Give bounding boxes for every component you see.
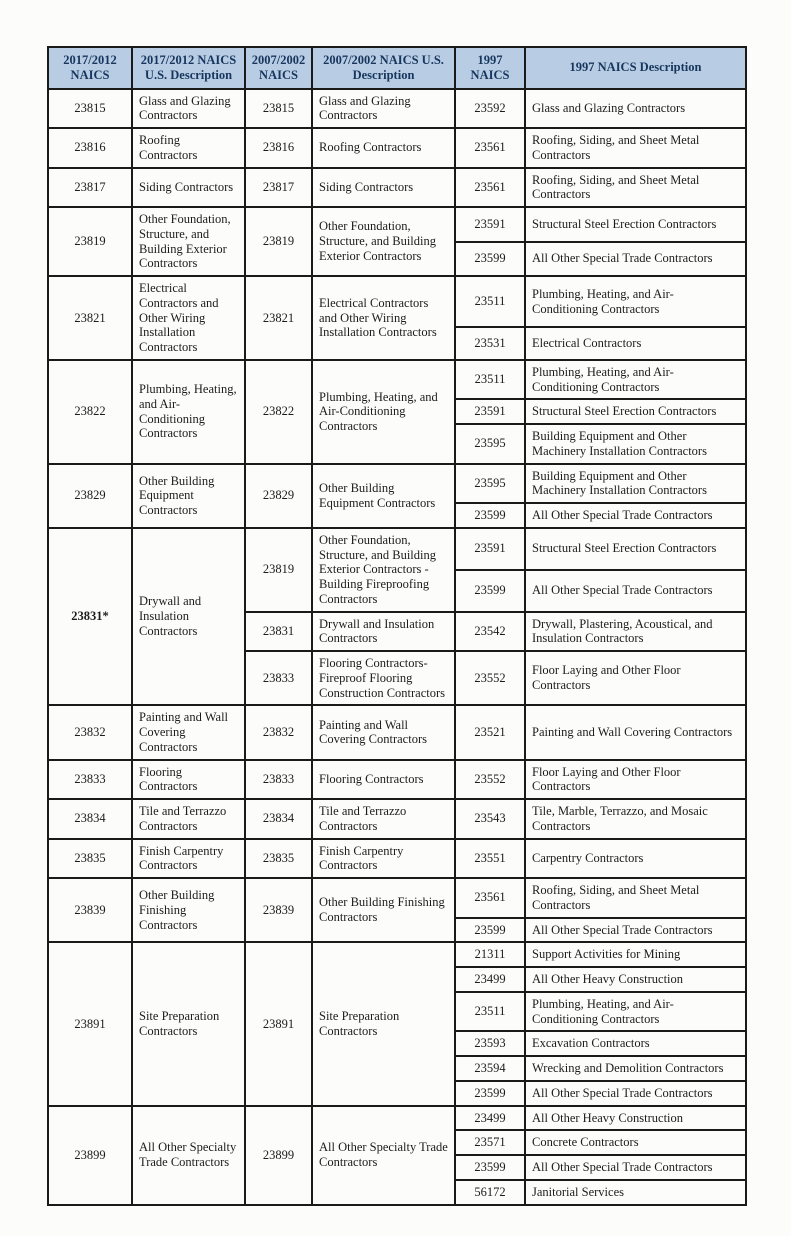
naics-1997-code-cell: 21311 [455,942,525,967]
naics-1997-desc-cell: Floor Laying and Other Floor Contractors [525,760,746,800]
naics-2017-code-cell: 23833 [48,760,132,800]
naics-2017-code-cell: 23831* [48,528,132,706]
naics-2007-desc-cell: Finish Carpentry Contractors [312,839,455,879]
naics-2007-desc-cell: Flooring Contractors-Fireproof Flooring Construction Contractors [312,651,455,705]
naics-2017-desc-cell: Drywall and Insulation Contractors [132,528,245,706]
naics-2017-desc-cell: Other Foundation, Structure, and Building Exterior Contractors [132,207,245,276]
naics-2007-code-cell: 23821 [245,276,312,360]
naics-2017-code-cell: 23829 [48,464,132,528]
naics-2017-desc-cell: Other Building Finishing Contractors [132,878,245,942]
naics-1997-code-cell: 23499 [455,967,525,992]
naics-1997-code-cell: 23599 [455,1155,525,1180]
naics-1997-desc-cell: All Other Heavy Construction [525,967,746,992]
table-header-row [48,47,746,89]
naics-1997-desc-cell: Building Equipment and Other Machinery Installation Contractors [525,464,746,504]
naics-1997-code-cell: 23595 [455,464,525,504]
naics-1997-code-cell: 23595 [455,424,525,464]
table-header [48,47,746,89]
naics-1997-code-cell: 23511 [455,276,525,327]
naics-1997-desc-cell: Electrical Contractors [525,327,746,359]
naics-2007-code-cell: 23831 [245,612,312,652]
table-row [48,799,746,839]
naics-1997-desc-cell: Structural Steel Erection Contractors [525,207,746,242]
column-header-naics-1997: 1997 NAICS [455,47,525,89]
naics-2007-desc-cell: All Other Specialty Trade Contractors [312,1106,455,1205]
naics-2017-code-cell: 23816 [48,128,132,168]
naics-2007-code-cell: 23815 [245,89,312,129]
naics-1997-code-cell: 23511 [455,360,525,400]
naics-1997-code-cell: 23599 [455,242,525,277]
naics-1997-code-cell: 23542 [455,612,525,652]
column-header-desc-1997: 1997 NAICS Description [525,47,746,89]
naics-1997-code-cell: 23599 [455,503,525,528]
naics-2007-desc-cell: Site Preparation Contractors [312,942,455,1105]
table-row [48,839,746,879]
table-row [48,360,746,400]
naics-2017-code-cell: 23832 [48,705,132,759]
naics-1997-code-cell: 23593 [455,1031,525,1056]
naics-2017-desc-cell: Site Preparation Contractors [132,942,245,1105]
naics-1997-code-cell: 23499 [455,1106,525,1131]
naics-1997-desc-cell: Roofing, Siding, and Sheet Metal Contractors [525,878,746,918]
naics-2007-code-cell: 23829 [245,464,312,528]
naics-2007-code-cell: 23835 [245,839,312,879]
naics-1997-desc-cell: Tile, Marble, Terrazzo, and Mosaic Contractors [525,799,746,839]
naics-2017-desc-cell: Plumbing, Heating, and Air-Conditioning Contractors [132,360,245,464]
table-row [48,878,746,918]
naics-1997-desc-cell: Drywall, Plastering, Acoustical, and Insulation Contractors [525,612,746,652]
naics-1997-code-cell: 23599 [455,570,525,612]
naics-1997-code-cell: 23599 [455,918,525,943]
naics-1997-code-cell: 23591 [455,207,525,242]
naics-2017-desc-cell: Other Building Equipment Contractors [132,464,245,528]
table-row [48,705,746,759]
naics-2007-desc-cell: Glass and Glazing Contractors [312,89,455,129]
naics-1997-desc-cell: Painting and Wall Covering Contractors [525,705,746,759]
naics-1997-desc-cell: Roofing, Siding, and Sheet Metal Contractors [525,128,746,168]
table-row [48,1106,746,1131]
naics-1997-desc-cell: Glass and Glazing Contractors [525,89,746,129]
table-row [48,760,746,800]
naics-1997-desc-cell: Plumbing, Heating, and Air-Conditioning Contractors [525,276,746,327]
naics-1997-code-cell: 23552 [455,760,525,800]
table-row [48,128,746,168]
naics-2007-code-cell: 23891 [245,942,312,1105]
naics-2007-desc-cell: Other Building Equipment Contractors [312,464,455,528]
naics-2007-desc-cell: Siding Contractors [312,168,455,208]
naics-2017-desc-cell: All Other Specialty Trade Contractors [132,1106,245,1205]
table-row [48,942,746,967]
naics-1997-desc-cell: Concrete Contractors [525,1130,746,1155]
naics-1997-desc-cell: All Other Special Trade Contractors [525,242,746,277]
naics-1997-code-cell: 23599 [455,1081,525,1106]
naics-1997-desc-cell: Janitorial Services [525,1180,746,1205]
naics-1997-desc-cell: Support Activities for Mining [525,942,746,967]
naics-2017-code-cell: 23891 [48,942,132,1105]
naics-1997-desc-cell: Structural Steel Erection Contractors [525,528,746,570]
naics-1997-code-cell: 23594 [455,1056,525,1081]
naics-1997-code-cell: 23531 [455,327,525,359]
naics-1997-code-cell: 23521 [455,705,525,759]
naics-2007-desc-cell: Flooring Contractors [312,760,455,800]
naics-1997-desc-cell: Wrecking and Demolition Contractors [525,1056,746,1081]
naics-1997-code-cell: 23561 [455,878,525,918]
naics-1997-desc-cell: All Other Special Trade Contractors [525,503,746,528]
naics-2017-desc-cell: Tile and Terrazzo Contractors [132,799,245,839]
naics-1997-desc-cell: Plumbing, Heating, and Air-Conditioning Contractors [525,992,746,1032]
naics-2007-code-cell: 23832 [245,705,312,759]
table-row [48,89,746,129]
naics-2007-desc-cell: Painting and Wall Covering Contractors [312,705,455,759]
naics-2017-code-cell: 23821 [48,276,132,360]
table-row [48,464,746,504]
naics-1997-desc-cell: All Other Heavy Construction [525,1106,746,1131]
naics-1997-desc-cell: All Other Special Trade Contractors [525,1155,746,1180]
naics-2007-code-cell: 23822 [245,360,312,464]
naics-2017-code-cell: 23839 [48,878,132,942]
column-header-desc-2017: 2017/2012 NAICS U.S. Description [132,47,245,89]
naics-2017-desc-cell: Siding Contractors [132,168,245,208]
naics-1997-code-cell: 23592 [455,89,525,129]
table-row [48,168,746,208]
naics-2017-code-cell: 23822 [48,360,132,464]
naics-2017-code-cell: 23817 [48,168,132,208]
naics-1997-desc-cell: All Other Special Trade Contractors [525,918,746,943]
naics-2007-code-cell: 23817 [245,168,312,208]
naics-1997-desc-cell: Floor Laying and Other Floor Contractors [525,651,746,705]
naics-1997-desc-cell: Excavation Contractors [525,1031,746,1056]
naics-2007-desc-cell: Drywall and Insulation Contractors [312,612,455,652]
naics-1997-code-cell: 23561 [455,128,525,168]
naics-1997-desc-cell: Structural Steel Erection Contractors [525,399,746,424]
naics-2017-code-cell: 23819 [48,207,132,276]
naics-1997-desc-cell: All Other Special Trade Contractors [525,570,746,612]
naics-1997-desc-cell: Carpentry Contractors [525,839,746,879]
naics-1997-code-cell: 23552 [455,651,525,705]
naics-2007-code-cell: 23833 [245,651,312,705]
naics-2007-desc-cell: Other Foundation, Structure, and Building Exterior Contractors [312,207,455,276]
naics-2017-desc-cell: Finish Carpentry Contractors [132,839,245,879]
table-row [48,528,746,570]
naics-1997-code-cell: 23511 [455,992,525,1032]
naics-2007-code-cell: 23833 [245,760,312,800]
naics-1997-code-cell: 23591 [455,399,525,424]
naics-1997-desc-cell: Roofing, Siding, and Sheet Metal Contractors [525,168,746,208]
table-body [48,89,746,1205]
naics-2017-desc-cell: Flooring Contractors [132,760,245,800]
naics-2007-desc-cell: Plumbing, Heating, and Air-Conditioning Contractors [312,360,455,464]
naics-1997-code-cell: 23571 [455,1130,525,1155]
table-row [48,207,746,242]
naics-2007-code-cell: 23839 [245,878,312,942]
naics-2007-desc-cell: Other Foundation, Structure, and Building Exterior Contractors - Building Fireproofing Contractors [312,528,455,612]
naics-1997-desc-cell: Plumbing, Heating, and Air-Conditioning Contractors [525,360,746,400]
naics-crosswalk-table [47,46,747,1206]
naics-2007-code-cell: 23834 [245,799,312,839]
column-header-naics-2017: 2017/2012 NAICS [48,47,132,89]
naics-1997-code-cell: 23551 [455,839,525,879]
table-row [48,276,746,327]
naics-1997-code-cell: 23543 [455,799,525,839]
naics-2007-code-cell: 23899 [245,1106,312,1205]
naics-2007-desc-cell: Tile and Terrazzo Contractors [312,799,455,839]
naics-2007-code-cell: 23816 [245,128,312,168]
naics-2017-code-cell: 23834 [48,799,132,839]
naics-1997-code-cell: 56172 [455,1180,525,1205]
naics-1997-code-cell: 23561 [455,168,525,208]
naics-2017-desc-cell: Electrical Contractors and Other Wiring Installation Contractors [132,276,245,360]
naics-2017-desc-cell: Painting and Wall Covering Contractors [132,705,245,759]
column-header-desc-2007: 2007/2002 NAICS U.S. Description [312,47,455,89]
naics-2007-code-cell: 23819 [245,528,312,612]
naics-2007-desc-cell: Electrical Contractors and Other Wiring Installation Contractors [312,276,455,360]
naics-2007-desc-cell: Roofing Contractors [312,128,455,168]
naics-2007-code-cell: 23819 [245,207,312,276]
naics-2017-desc-cell: Roofing Contractors [132,128,245,168]
naics-2017-code-cell: 23815 [48,89,132,129]
naics-2017-code-cell: 23835 [48,839,132,879]
column-header-naics-2007: 2007/2002 NAICS [245,47,312,89]
naics-1997-desc-cell: Building Equipment and Other Machinery Installation Contractors [525,424,746,464]
naics-2007-desc-cell: Other Building Finishing Contractors [312,878,455,942]
naics-1997-desc-cell: All Other Special Trade Contractors [525,1081,746,1106]
naics-2017-desc-cell: Glass and Glazing Contractors [132,89,245,129]
naics-2017-code-cell: 23899 [48,1106,132,1205]
naics-1997-code-cell: 23591 [455,528,525,570]
